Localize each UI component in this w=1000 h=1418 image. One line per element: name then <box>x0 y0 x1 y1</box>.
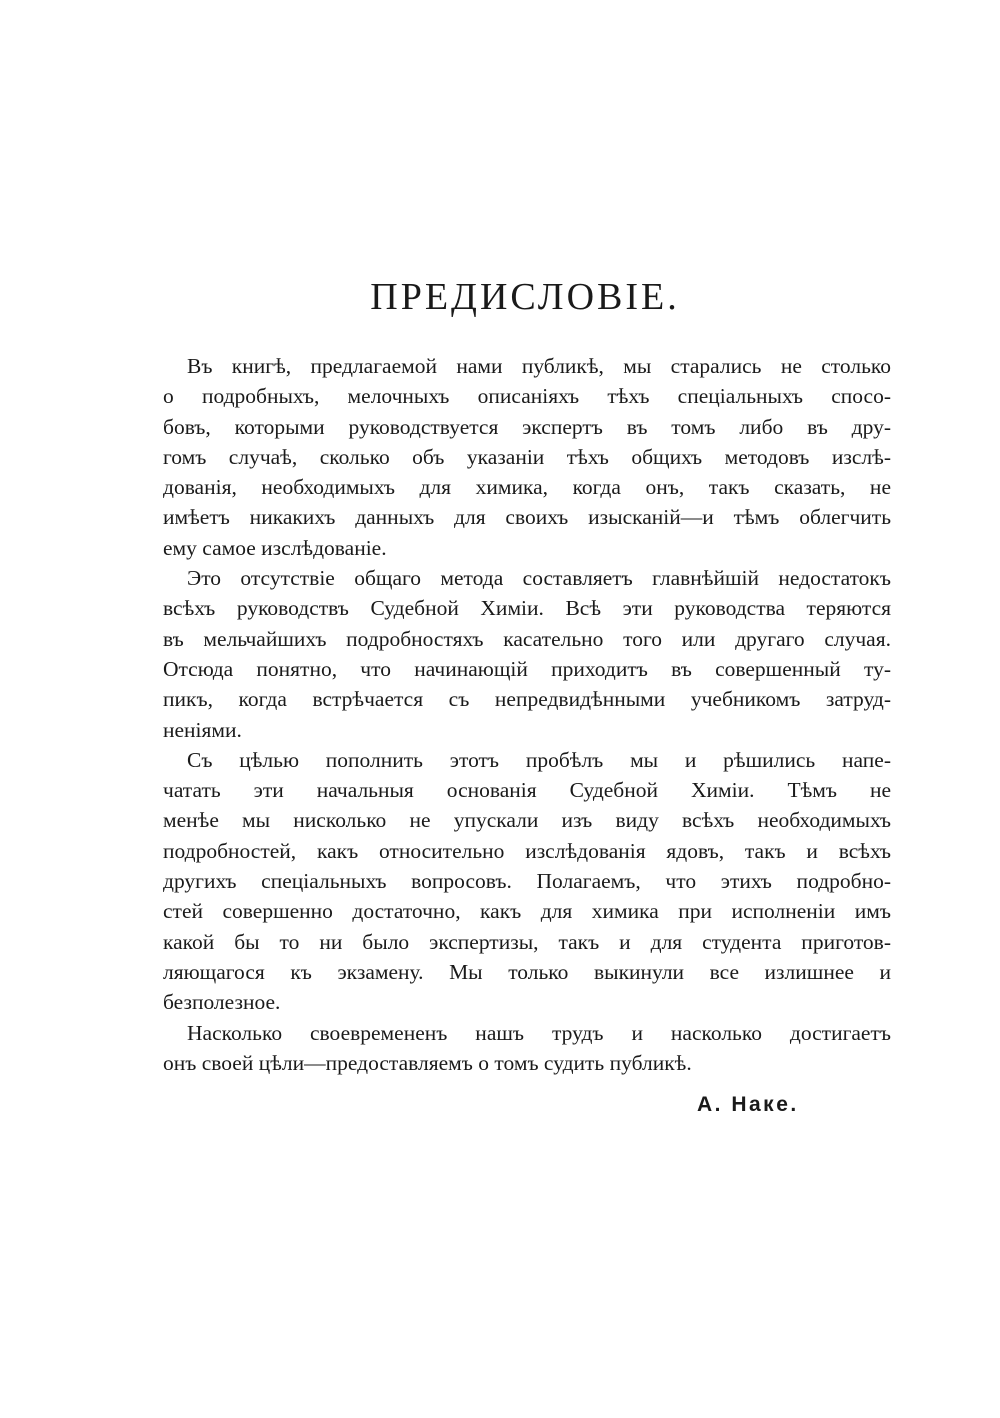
text-line: Отсюда понятно, что начинающій приходитъ въ совершенный ту- <box>163 656 891 681</box>
text-line: имѣетъ никакихъ данныхъ для своихъ изысканій—и тѣмъ облегчить <box>163 505 891 530</box>
text-line: подробностей, какъ относительно изслѣдованія ядовъ, такъ и всѣхъ <box>163 838 891 863</box>
text-line: Въ книгѣ, предлагаемой нами публикѣ, мы старались не столько <box>187 354 891 378</box>
paragraph-1 <box>163 351 891 563</box>
preface-body <box>163 351 891 1078</box>
text-line: бовъ, которыми руководствуется экспертъ въ томъ либо въ дру- <box>163 414 891 439</box>
page-title: ПРЕДИСЛОВІЕ. <box>370 276 680 318</box>
text-line: въ мельчайшихъ подробностяхъ касательно того или другаго случая. <box>163 626 891 651</box>
text-line: всѣхъ руководствъ Судебной Химіи. Всѣ эти руководства теряются <box>163 596 891 621</box>
paragraph-3 <box>163 745 891 1018</box>
text-line: гомъ случаѣ, сколько объ указаніи тѣхъ общихъ методовъ изслѣ- <box>163 444 891 469</box>
paragraph-2 <box>163 563 891 745</box>
text-line: онъ своей цѣли—предоставляемъ о томъ судить публикѣ. <box>163 1050 692 1075</box>
text-line: чатать эти начальныя основанія Судебной Химіи. Тѣмъ не <box>163 778 891 803</box>
text-line: стей совершенно достаточно, какъ для химика при исполненіи имъ <box>163 899 891 924</box>
text-line: Это отсутствіе общаго метода составляетъ главнѣйшій недостатокъ <box>187 566 891 591</box>
text-line: какой бы то ни было экспертизы, такъ и для студента приготов- <box>163 929 891 954</box>
author-signature: А. Наке. <box>697 1093 799 1116</box>
text-line: Насколько своевремененъ нашъ трудъ и насколько достигаетъ <box>187 1020 891 1045</box>
text-line: пикъ, когда встрѣчается съ непредвидѣнными учебникомъ затруд- <box>163 687 891 712</box>
text-line: неніями. <box>163 717 242 742</box>
text-line: безполезное. <box>163 990 281 1015</box>
text-line: ему самое изслѣдованіе. <box>163 535 387 560</box>
text-line: менѣе мы нисколько не упускали изъ виду всѣхъ необходимыхъ <box>163 808 891 833</box>
text-line: другихъ спеціальныхъ вопросовъ. Полагаемъ, что этихъ подробно- <box>163 869 891 894</box>
text-line: ляющагося къ экзамену. Мы только выкинули все излишнее и <box>163 959 891 984</box>
text-line: Съ цѣлью пополнить этотъ пробѣлъ мы и рѣшились напе- <box>187 747 891 772</box>
text-line: дованія, необходимыхъ для химика, когда онъ, такъ сказать, не <box>163 475 891 500</box>
paragraph-4 <box>163 1018 891 1079</box>
text-line: о подробныхъ, мелочныхъ описаніяхъ тѣхъ спеціальныхъ спосо- <box>163 384 891 409</box>
